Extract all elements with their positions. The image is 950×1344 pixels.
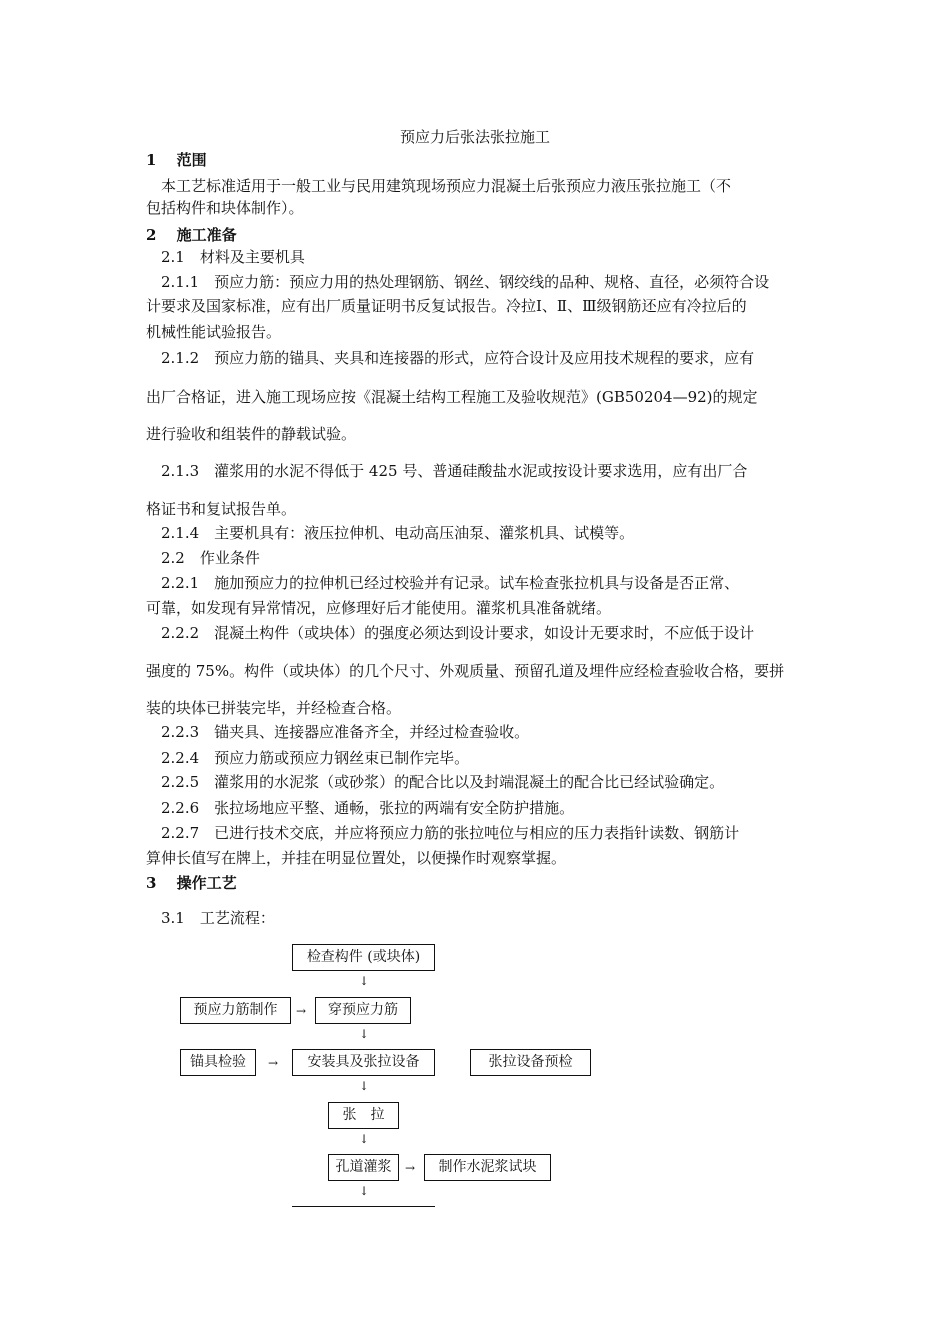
paragraph-line: 计要求及国家标准，应有出厂质量证明书反复试报告。冷拉Ⅰ、Ⅱ、Ⅲ级钢筋还应有冷拉后的	[146, 297, 747, 315]
flow-bottom-line	[292, 1206, 435, 1207]
arrow-right-icon: →	[405, 1161, 416, 1175]
flow-equipment-precheck: 张拉设备预检	[470, 1049, 591, 1076]
paragraph-line: 2.2.1 施加预应力的拉伸机已经过校验并有记录。试车检查张拉机具与设备是否正常、	[146, 574, 740, 592]
section-heading: 1 范围	[146, 151, 207, 169]
section-heading: 3 操作工艺	[146, 874, 237, 892]
flow-thread-tendon: 穿预应力筋	[315, 997, 411, 1024]
paragraph-line: 2.1.4 主要机具有：液压拉伸机、电动高压油泵、灌浆机具、试模等。	[146, 524, 635, 542]
paragraph-line: 2.2.7 已进行技术交底，并应将预应力筋的张拉吨位与相应的压力表指针读数、钢筋计	[146, 824, 740, 842]
paragraph-line: 2.2.5 灌浆用的水泥浆（或砂浆）的配合比以及封端混凝土的配合比已经试验确定。	[146, 773, 725, 791]
paragraph-line: 2.2 作业条件	[146, 549, 260, 567]
paragraph-line: 2.2.2 混凝土构件（或块体）的强度必须达到设计要求，如设计无要求时，不应低于设计	[146, 624, 755, 642]
paragraph-line: 2.2.6 张拉场地应平整、通畅，张拉的两端有安全防护措施。	[146, 799, 575, 817]
page-title: 预应力后张法张拉施工	[399, 128, 550, 146]
arrow-down-icon: ↓	[359, 1132, 370, 1146]
flow-check-member: 检查构件 (或块体)	[292, 944, 435, 971]
paragraph-line: 3.1 工艺流程：	[146, 909, 275, 927]
section-heading: 2 施工准备	[146, 226, 237, 244]
paragraph-line: 可靠，如发现有异常情况，应修理好后才能使用。灌浆机具准备就绪。	[146, 599, 612, 617]
paragraph-line: 包括构件和块体制作）。	[146, 199, 304, 217]
paragraph-line: 2.2.3 锚夹具、连接器应准备齐全，并经过检查验收。	[146, 723, 530, 741]
paragraph-line: 2.1.2 预应力筋的锚具、夹具和连接器的形式，应符合设计及应用技术规程的要求，应有	[146, 349, 755, 367]
arrow-right-icon: →	[268, 1056, 279, 1070]
arrow-down-icon: ↓	[359, 1184, 370, 1198]
arrow-down-icon: ↓	[359, 1027, 370, 1041]
flow-install-equipment: 安装具及张拉设备	[292, 1049, 435, 1076]
paragraph-line: 本工艺标准适用于一般工业与民用建筑现场预应力混凝土后张预应力液压张拉施工（不	[146, 177, 732, 195]
paragraph-line: 格证书和复试报告单。	[146, 500, 297, 518]
flow-make-tendon: 预应力筋制作	[180, 997, 291, 1024]
paragraph-line: 2.1 材料及主要机具	[146, 248, 305, 266]
paragraph-line: 机械性能试验报告。	[146, 323, 282, 341]
flow-tension: 张 拉	[328, 1102, 399, 1129]
paragraph-line: 强度的 75%。构件（或块体）的几个尺寸、外观质量、预留孔道及埋件应经检查验收合格，要拼	[146, 662, 785, 680]
paragraph-line: 2.1.3 灌浆用的水泥不得低于 425 号、普通硅酸盐水泥或按设计要求选用，应有出厂合	[146, 462, 748, 480]
paragraph-line: 进行验收和组装件的静载试验。	[146, 425, 357, 443]
paragraph-line: 装的块体已拼装完毕，并经检查合格。	[146, 699, 402, 717]
flow-duct-grout: 孔道灌浆	[328, 1154, 399, 1181]
paragraph-line: 算伸长值写在牌上，并挂在明显位置处，以便操作时观察掌握。	[146, 849, 567, 867]
paragraph-line: 出厂合格证，进入施工现场应按《混凝土结构工程施工及验收规范》(GB50204—92)的规定	[146, 388, 758, 406]
arrow-right-icon: →	[296, 1004, 307, 1018]
arrow-down-icon: ↓	[359, 1079, 370, 1093]
arrow-down-icon: ↓	[359, 974, 370, 988]
flow-anchor-inspect: 锚具检验	[180, 1049, 256, 1076]
flow-grout-specimen: 制作水泥浆试块	[424, 1154, 551, 1181]
paragraph-line: 2.2.4 预应力筋或预应力钢丝束已制作完毕。	[146, 749, 470, 767]
paragraph-line: 2.1.1 预应力筋：预应力用的热处理钢筋、钢丝、钢绞线的品种、规格、直径，必须符合设	[146, 273, 770, 291]
